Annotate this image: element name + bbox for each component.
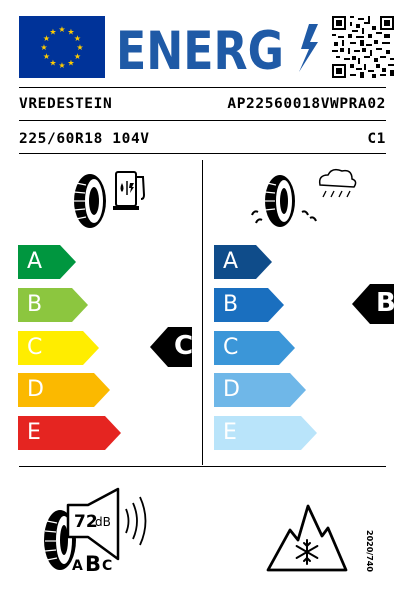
fuel-class-b: [18, 288, 88, 322]
fuel-class-c: [18, 331, 99, 365]
supplier-divider: [19, 120, 386, 121]
size-divider: [19, 153, 386, 154]
wet-class-d-label: D: [223, 377, 240, 402]
fuel-class-d-label: D: [27, 377, 44, 402]
tyre-rain-cloud-icon: [242, 165, 362, 235]
column-divider: [202, 160, 203, 465]
wet-class-d: [214, 373, 306, 407]
fuel-class-e-label: E: [27, 420, 41, 445]
noise-class-letters: [72, 553, 132, 577]
svg-text:★: ★: [67, 58, 75, 68]
fuel-class-a: [18, 245, 76, 279]
fuel-class-d: [18, 373, 110, 407]
svg-text:★: ★: [58, 61, 66, 70]
svg-text:★: ★: [42, 34, 51, 43]
fuel-class-e: [18, 416, 121, 450]
noise-class-b: B: [85, 552, 102, 576]
eu-flag-icon: [19, 16, 105, 78]
type-identifier: AP22560018VWPRA02: [227, 96, 386, 112]
wet-class-a-label: A: [223, 249, 239, 274]
svg-text:★: ★: [76, 43, 84, 52]
fuel-class-a-label: A: [27, 249, 43, 274]
wet-class-e: [214, 416, 317, 450]
fuel-efficiency-class: C: [174, 331, 194, 361]
svg-text:★: ★: [49, 27, 57, 37]
tyre-fuel-pump-icon: [58, 165, 158, 235]
wet-class-b-label: B: [223, 292, 239, 317]
wet-class-e-label: E: [223, 420, 237, 445]
wet-grip-class: B: [376, 288, 396, 318]
wet-class-c-label: C: [223, 335, 239, 360]
noise-class-a: A: [72, 558, 83, 574]
regulation-number: 2020/740: [365, 530, 374, 572]
tyre-class: C1: [367, 131, 386, 147]
wet-grip-indicator: [352, 284, 405, 324]
energy-title: [114, 16, 324, 78]
wet-class-c: [214, 331, 295, 365]
svg-text:★: ★: [42, 52, 51, 61]
three-peak-mountain-snowflake-icon: [262, 500, 352, 575]
wet-class-b: [214, 288, 284, 322]
fuel-class-b-label: B: [27, 292, 43, 317]
svg-text:★: ★: [58, 25, 66, 34]
supplier-name: VREDESTEIN: [19, 96, 113, 112]
svg-text:★: ★: [73, 34, 82, 43]
svg-text:★: ★: [73, 52, 82, 61]
header-divider: [19, 87, 386, 88]
svg-text:★: ★: [40, 43, 48, 52]
fuel-efficiency-indicator: [150, 327, 210, 367]
wet-class-a: [214, 245, 272, 279]
svg-text:★: ★: [67, 27, 75, 37]
qr-code-icon[interactable]: [332, 16, 394, 78]
tyre-size: 225/60R18 104V: [19, 131, 150, 147]
noise-class-c: C: [102, 558, 113, 574]
svg-text:★: ★: [49, 58, 57, 68]
noise-value: 72: [74, 512, 98, 532]
noise-unit: dB: [95, 515, 111, 529]
energy-title-text: ENERG: [116, 21, 284, 78]
bottom-divider: [19, 466, 386, 467]
fuel-class-c-label: C: [27, 335, 43, 360]
lightning-icon: [299, 24, 318, 72]
